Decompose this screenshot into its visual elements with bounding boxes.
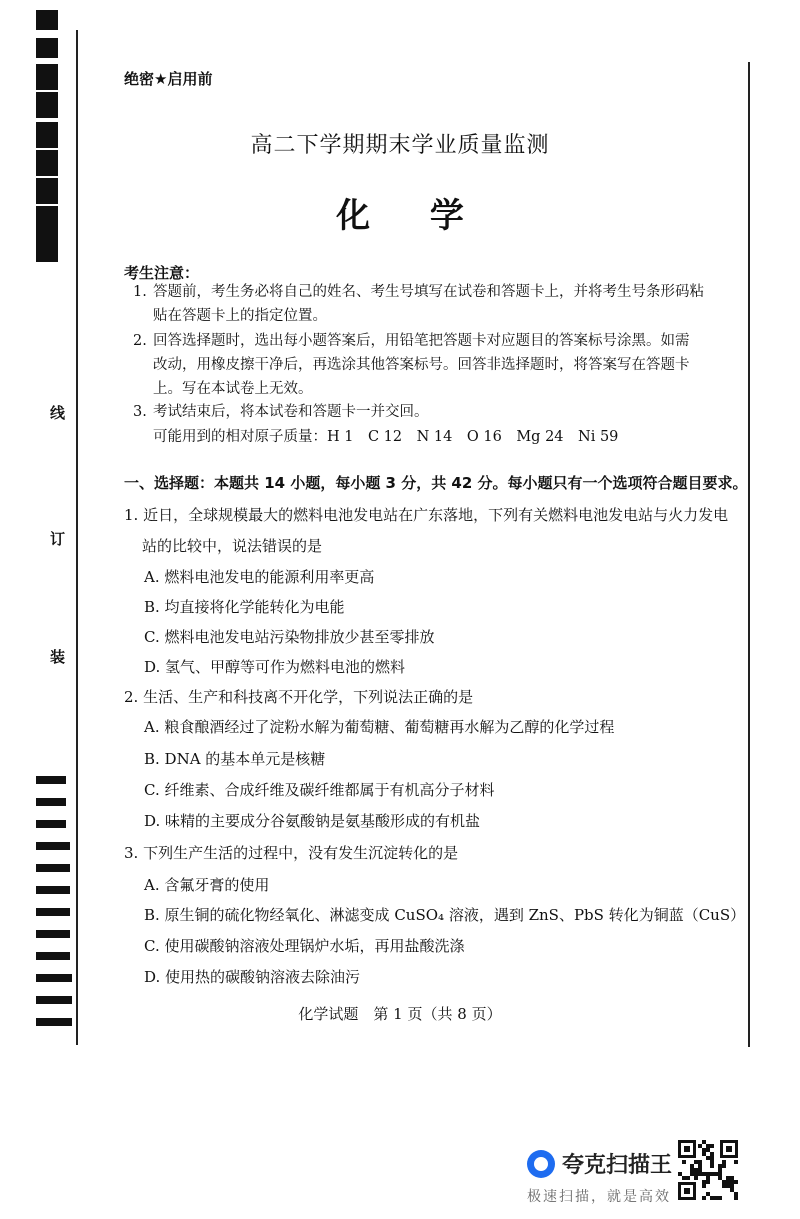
question-1-option-b: B. 均直接将化学能转化为电能 — [144, 598, 345, 616]
question-2-stem — [124, 682, 729, 713]
qr-module — [702, 1152, 706, 1156]
qr-module — [710, 1172, 714, 1176]
qr-module — [684, 1146, 690, 1152]
qr-module — [706, 1192, 710, 1196]
qr-module — [722, 1164, 726, 1168]
qr-module — [706, 1180, 710, 1184]
question-3-option-b: B. 原生铜的硫化物经氧化、淋滤变成 CuSO₄ 溶液，遇到 ZnS、PbS 转化为铜蓝（CuS） — [144, 906, 746, 924]
qr-module — [734, 1192, 738, 1196]
question-2-option-c: C. 纤维素、合成纤维及碳纤维都属于有机高分子材料 — [144, 781, 495, 799]
strip-bar — [36, 798, 66, 806]
qr-module — [702, 1180, 706, 1184]
qr-module — [698, 1144, 702, 1148]
exam-title: 高二下学期期末学业质量监测 — [250, 133, 550, 158]
notice-line: 答题前，考生务必将自己的姓名、考生号填写在试卷和答题卡上，并将考生号条形码粘 — [153, 284, 704, 300]
notice-item-number: 1. — [133, 284, 147, 300]
qr-module — [702, 1196, 706, 1200]
qr-module — [718, 1196, 722, 1200]
notice-item-3 — [133, 400, 733, 424]
question-2-option-b: B. DNA 的基本单元是核糖 — [144, 750, 326, 768]
notice-line: 贴在答题卡上的指定位置。 — [153, 308, 327, 324]
qr-module — [694, 1176, 698, 1180]
qr-module — [730, 1184, 734, 1188]
qr-module — [690, 1172, 694, 1176]
qr-module — [722, 1184, 726, 1188]
strip-bar — [36, 908, 70, 916]
strip-bar — [36, 886, 70, 894]
qr-module — [718, 1164, 722, 1168]
question-stem-line: 2. 生活、生产和科技离不开化学，下列说法正确的是 — [124, 688, 474, 706]
qr-module — [718, 1168, 722, 1172]
question-3-option-c: C. 使用碳酸钠溶液处理锅炉水垢，再用盐酸洗涤 — [144, 937, 465, 955]
strip-bar — [36, 930, 70, 938]
strip-bar — [36, 38, 58, 58]
section-title: 一、选择题：本题共 14 小题，每小题 3 分，共 42 分。每小题只有一个选项符合题目要求。 — [124, 474, 748, 492]
strip-bar — [36, 92, 58, 118]
qr-module — [706, 1148, 710, 1152]
question-3-option-d: D. 使用热的碳酸钠溶液去除油污 — [144, 968, 361, 986]
notice-line: 改动，用橡皮擦干净后，再选涂其他答案标号。回答非选择题时，将答案写在答题卡 — [153, 357, 690, 373]
qr-module — [726, 1180, 730, 1184]
qr-module — [718, 1176, 722, 1180]
question-2-option-a: A. 粮食酿酒经过了淀粉水解为葡萄糖、葡萄糖再水解为乙醇的化学过程 — [144, 718, 615, 736]
question-1-option-c: C. 燃料电池发电站污染物排放少甚至零排放 — [144, 628, 435, 646]
qr-module — [702, 1148, 706, 1152]
binding-mark-staple: 订 — [50, 530, 66, 548]
qr-module — [690, 1164, 694, 1168]
strip-bar — [36, 842, 70, 850]
qr-module — [710, 1196, 714, 1200]
qr-module — [710, 1156, 714, 1160]
strip-bar — [36, 952, 70, 960]
question-1-option-a: A. 燃料电池发电的能源利用率更高 — [144, 568, 375, 586]
secret-label: 绝密★启用前 — [124, 70, 213, 88]
qr-module — [710, 1164, 714, 1168]
binding-mark-line: 线 — [50, 404, 66, 422]
strip-bar — [36, 864, 70, 872]
atomic-masses: 可能用到的相对原子质量：H 1 C 12 N 14 O 16 Mg 24 Ni 59 — [153, 429, 619, 445]
qr-module — [726, 1184, 730, 1188]
qr-module — [694, 1172, 698, 1176]
qr-module — [718, 1172, 722, 1176]
qr-module — [682, 1176, 686, 1180]
qr-module — [678, 1172, 682, 1176]
strip-bar — [36, 10, 58, 30]
notice-item-number: 2. — [133, 333, 147, 349]
notice-item-number: 3. — [133, 404, 147, 420]
notice-title: 考生注意： — [124, 264, 200, 282]
question-2-option-d: D. 味精的主要成分谷氨酸钠是氨基酸形成的有机盐 — [144, 812, 481, 830]
qr-module — [730, 1188, 734, 1192]
qr-module — [734, 1160, 738, 1164]
strip-bar — [36, 974, 72, 982]
qr-module — [702, 1140, 706, 1144]
qr-code-icon — [678, 1140, 738, 1200]
page-footer: 化学试题 第 1 页（共 8 页） — [298, 1005, 502, 1023]
strip-bar — [36, 64, 58, 90]
notice-line: 回答选择题时，选出每小题答案后，用铅笔把答题卡对应题目的答案标号涂黑。如需 — [153, 333, 690, 349]
qr-module — [710, 1160, 714, 1164]
qr-module — [734, 1196, 738, 1200]
qr-module — [686, 1176, 690, 1180]
question-3-stem — [124, 838, 729, 869]
subject-title: 化 学 — [336, 196, 488, 236]
strip-bar — [36, 776, 66, 784]
question-3-option-a: A. 含氟牙膏的使用 — [144, 876, 270, 894]
qr-module — [706, 1172, 710, 1176]
scanner-app-name: 夸克扫描王 — [562, 1153, 673, 1178]
qr-module — [722, 1160, 726, 1164]
notice-item-1 — [133, 280, 733, 328]
qr-module — [714, 1196, 718, 1200]
qr-module — [706, 1156, 710, 1160]
scanner-slogan: 极速扫描，就是高效 — [527, 1189, 671, 1205]
binding-mark-bind: 装 — [50, 648, 66, 666]
question-1-stem — [124, 500, 729, 562]
qr-module — [730, 1180, 734, 1184]
qr-module — [698, 1172, 702, 1176]
question-stem-line: 3. 下列生产生活的过程中，没有发生沉淀转化的是 — [124, 844, 459, 862]
qr-module — [722, 1180, 726, 1184]
qr-module — [710, 1152, 714, 1156]
qr-module — [730, 1176, 734, 1180]
qr-module — [702, 1184, 706, 1188]
qr-module — [698, 1164, 702, 1168]
question-1-option-d: D. 氢气、甲醇等可作为燃料电池的燃料 — [144, 658, 406, 676]
notice-item-2 — [133, 329, 733, 401]
scanner-logo-icon — [527, 1150, 555, 1178]
qr-module — [734, 1180, 738, 1184]
question-stem-line: 站的比较中，说法错误的是 — [142, 537, 323, 555]
qr-module — [698, 1168, 702, 1172]
qr-module — [706, 1144, 710, 1148]
qr-module — [690, 1168, 694, 1172]
question-stem-line: 1. 近日，全球规模最大的燃料电池发电站在广东落地，下列有关燃料电池发电站与火力发电 — [124, 506, 729, 524]
qr-module — [694, 1160, 698, 1164]
strip-bar — [36, 820, 66, 828]
qr-module — [726, 1176, 730, 1180]
qr-module — [684, 1188, 690, 1194]
notice-line: 上。写在本试卷上无效。 — [153, 381, 313, 397]
qr-module — [694, 1168, 698, 1172]
qr-module — [698, 1160, 702, 1164]
qr-module — [682, 1160, 686, 1164]
qr-module — [702, 1172, 706, 1176]
qr-module — [714, 1172, 718, 1176]
qr-module — [710, 1144, 714, 1148]
notice-line: 考试结束后，将本试卷和答题卡一并交回。 — [153, 404, 429, 420]
qr-module — [726, 1146, 732, 1152]
qr-module — [706, 1176, 710, 1180]
